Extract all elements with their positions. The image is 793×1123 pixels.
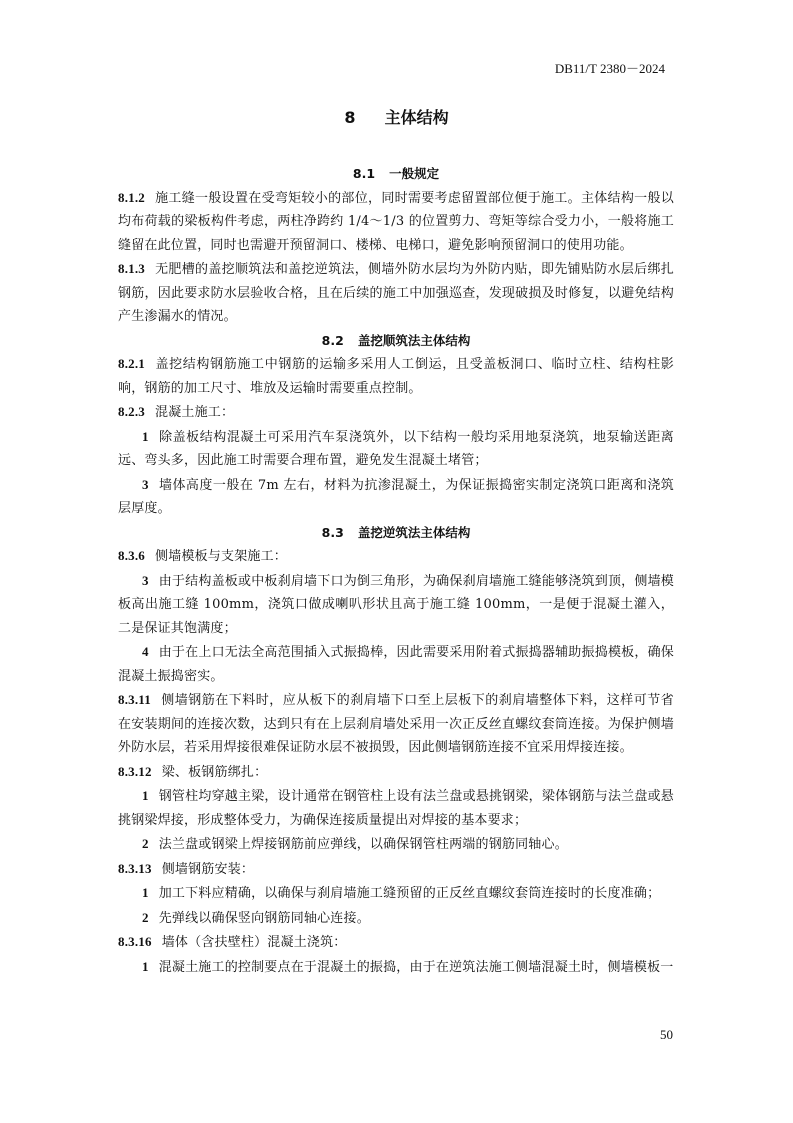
clause-text: 梁、板钢筋绑扎： <box>161 764 268 780</box>
item-text: 除盖板结构混凝土可采用汽车泵浇筑外，以下结构一般均采用地泵浇筑，地泵输送距离远、弯头多，因此施工时需要合理布置，避免发生混凝土堵管； <box>118 429 674 468</box>
clause-text: 混凝土施工： <box>155 405 235 420</box>
list-item <box>118 569 674 641</box>
item-number: 2 <box>142 836 149 851</box>
clause <box>118 930 674 955</box>
list-item <box>118 784 674 832</box>
item-text: 加工下料应精确，以确保与刹肩墙施工缝预留的正反丝直螺纹套筒连接时的长度准确； <box>158 886 661 901</box>
list-item <box>118 425 674 473</box>
page-number: 50 <box>660 1027 673 1042</box>
list-item <box>118 473 674 521</box>
clause-number: 8.3.16 <box>118 934 152 949</box>
item-text: 由于结构盖板或中板刹肩墙下口为倒三角形，为确保刹肩墙施工缝能够浇筑到顶，侧墙模板高出施工缝 100mm，浇筑口做成喇叭形状且高于施工缝 100mm，一是便于混凝土灌入，二是保证其饱满度； <box>118 573 674 636</box>
clause <box>118 186 674 258</box>
item-number: 1 <box>142 885 149 900</box>
clause <box>118 760 674 785</box>
clause <box>118 352 674 400</box>
item-number: 2 <box>142 909 149 925</box>
clause-number: 8.3.11 <box>118 692 151 707</box>
clause-number: 8.1.2 <box>118 189 145 205</box>
document-body <box>118 162 674 979</box>
section-heading <box>118 329 674 353</box>
clause-text: 墙体（含扶壁柱）混凝土浇筑： <box>161 935 347 950</box>
section-number: 8.2 <box>321 332 344 348</box>
list-item <box>118 881 674 906</box>
clause-number: 8.1.3 <box>118 261 145 276</box>
section-number: 8.3 <box>321 524 344 540</box>
item-text: 先弹线以确保竖向钢筋同轴心连接。 <box>158 910 370 926</box>
clause-number: 8.3.12 <box>118 763 152 779</box>
section-title: 一般规定 <box>389 166 440 181</box>
item-text: 钢管柱均穿越主梁，设计通常在钢管柱上设有法兰盘或悬挑钢梁，梁体钢筋与法兰盘或悬挑钢梁焊接，形成整体受力，为确保连接质量提出对焊接的基本要求； <box>118 789 674 828</box>
clause-number: 8.3.13 <box>118 860 152 876</box>
clause-text: 施工缝一般设置在受弯矩较小的部位，同时需要考虑留置部位便于施工。主体结构一般以均布荷载的梁板构件考虑，两柱净跨约 1/4～1/3 的位置剪力、弯矩等综合受力小，一般将施工缝留在此位置，同时也需避开预留洞口、楼梯、电梯口，避免影响预留洞口的使用功能。 <box>118 190 674 253</box>
clause-text: 无肥槽的盖挖顺筑法和盖挖逆筑法，侧墙外防水层均为外防内贴，即先铺贴防水层后绑扎钢筋，因此要求防水层验收合格，且在后续的施工中加强巡查，发现破损及时修复，以避免结构产生渗漏水的情况。 <box>118 262 674 324</box>
list-item <box>118 832 674 857</box>
chapter-number: 8 <box>344 108 356 127</box>
clause-text: 侧墙钢筋安装： <box>161 861 255 877</box>
item-text: 由于在上口无法全高范围插入式振捣棒，因此需要采用附着式振捣器辅助振捣模板，确保混凝土振捣密实。 <box>118 645 674 684</box>
item-number: 1 <box>142 428 149 444</box>
document-code: DB11/T 2380－2024 <box>554 61 665 76</box>
clause-number: 8.3.6 <box>118 548 145 563</box>
chapter-name: 主体结构 <box>384 108 449 127</box>
section-title: 盖挖顺筑法主体结构 <box>357 332 471 348</box>
item-text: 法兰盘或钢梁上焊接钢筋前应弹线，以确保钢管柱两端的钢筋同轴心。 <box>158 837 568 852</box>
clause-text: 盖挖结构钢筋施工中钢筋的运输多采用人工倒运，且受盖板洞口、临时立柱、结构柱影响，钢筋的加工尺寸、堆放及运输时需要重点控制。 <box>118 357 674 396</box>
list-item <box>118 906 674 931</box>
clause <box>118 257 674 329</box>
chapter-title <box>0 105 793 128</box>
item-number: 3 <box>142 476 149 492</box>
item-number: 4 <box>142 644 149 659</box>
section-heading <box>118 162 674 186</box>
item-number: 1 <box>142 788 149 803</box>
list-item <box>118 640 674 688</box>
item-number: 1 <box>142 958 149 974</box>
clause <box>118 688 674 760</box>
clause-number: 8.2.1 <box>118 356 145 371</box>
clause <box>118 544 674 569</box>
clause <box>118 400 674 425</box>
item-number: 3 <box>142 572 149 588</box>
clause-number: 8.2.3 <box>118 404 145 419</box>
clause <box>118 857 674 882</box>
section-number: 8.1 <box>352 166 376 181</box>
section-title: 盖挖逆筑法主体结构 <box>357 524 471 540</box>
item-text: 墙体高度一般在 7m 左右，材料为抗渗混凝土，为保证振捣密实制定浇筑口距离和浇筑层厚度。 <box>118 477 674 516</box>
section-heading <box>118 521 674 545</box>
clause-text: 侧墙模板与支架施工： <box>155 549 288 564</box>
item-text: 混凝土施工的控制要点在于混凝土的振捣，由于在逆筑法施工侧墙混凝土时，侧墙模板一 <box>158 959 674 975</box>
list-item <box>118 955 674 980</box>
clause-text: 侧墙钢筋在下料时，应从板下的刹肩墙下口至上层板下的刹肩墙整体下料，这样可节省在安装期间的连接次数，达到只有在上层刹肩墙处采用一次正反丝直螺纹套筒连接。为保护侧墙外防水层，若采用焊接很难保证防水层不被损毁，因此侧墙钢筋连接不宜采用焊接连接。 <box>118 693 674 755</box>
